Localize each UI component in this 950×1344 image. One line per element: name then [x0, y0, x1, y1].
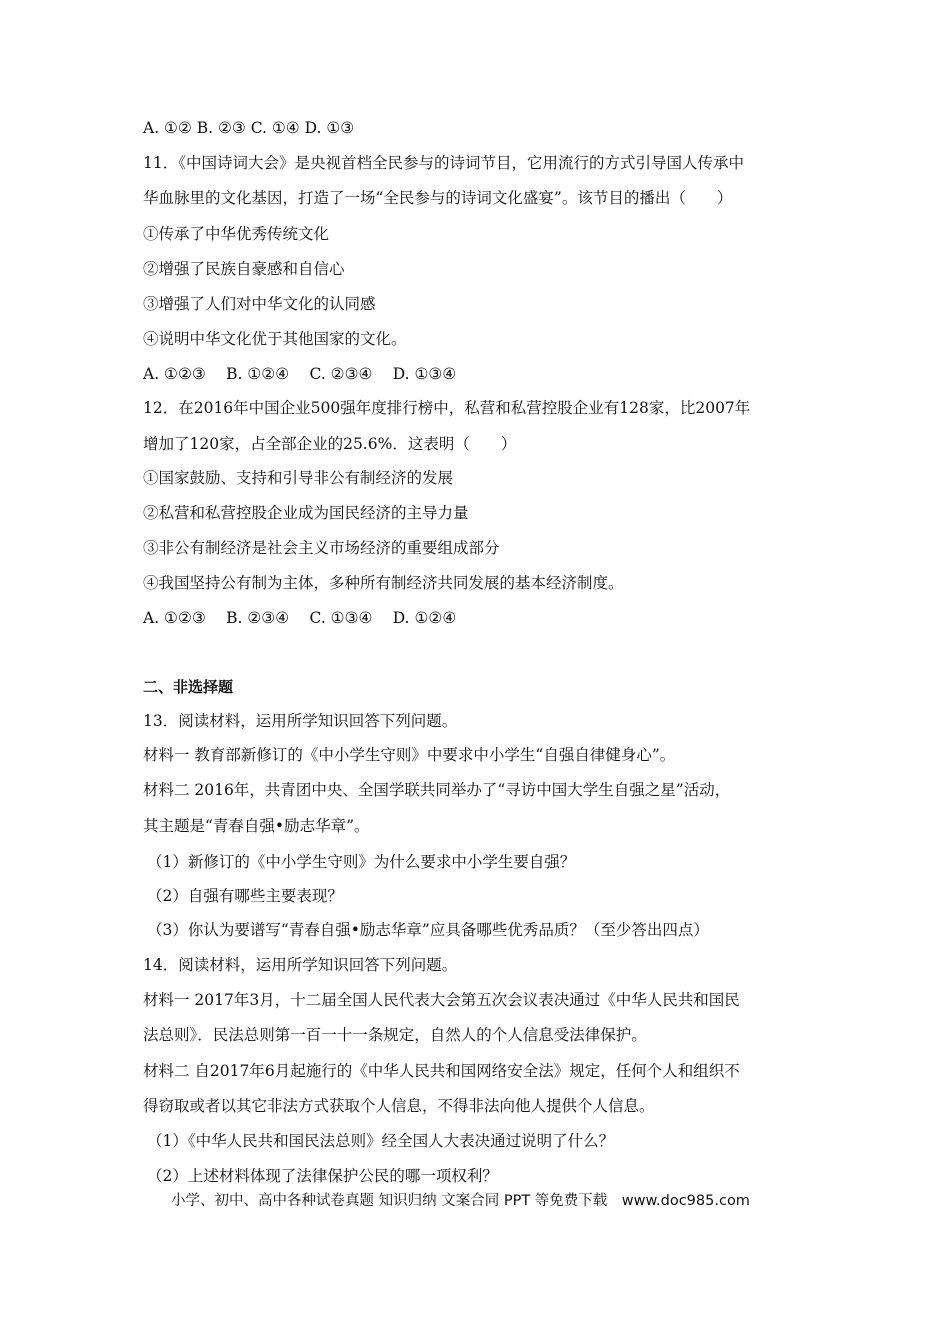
- q11-options: A. ①②③ B. ①②④ C. ②③④ D. ①③④: [143, 365, 457, 383]
- section-heading: 二、非选择题: [143, 678, 234, 696]
- q13-material-1: 材料一 教育部新修订的《中小学生守则》中要求中小学生“自强自律健身心”。: [143, 746, 676, 764]
- q11-statement-2: ②增强了民族自豪感和自信心: [143, 260, 345, 278]
- q12-statement-4: ④我国坚持公有制为主体，多种所有制经济共同发展的基本经济制度。: [143, 574, 624, 592]
- q14-subquestion-1: （1）《中华人民共和国民法总则》经全国人大表决通过说明了什么？: [147, 1132, 615, 1150]
- q12-statement-1: ①国家鼓励、支持和引导非公有制经济的发展: [143, 469, 454, 487]
- q14-stem: 14．阅读材料，运用所学知识回答下列问题。: [143, 956, 458, 974]
- q11-stem-line1: 11．《中国诗词大会》是央视首档全民参与的诗词节目，它用流行的方式引导国人传承中: [143, 154, 744, 172]
- q12-stem-line1: 12．在2016年中国企业500强年度排行榜中，私营和私营控股企业有128家，比2007年: [143, 399, 751, 417]
- q13-subquestion-2: （2）自强有哪些主要表现？: [147, 887, 343, 905]
- q10-options: A. ①② B. ②③ C. ①④ D. ①③: [143, 119, 355, 137]
- q13-subquestion-1: （1）新修订的《中小学生守则》为什么要求中小学生要自强？: [147, 853, 576, 871]
- q12-options: A. ①②③ B. ②③④ C. ①③④ D. ①②④: [143, 609, 457, 627]
- q14-material-2-line2: 得窃取或者以其它非法方式获取个人信息，不得非法向他人提供个人信息。: [143, 1097, 655, 1115]
- q14-subquestion-2: （2）上述材料体现了法律保护公民的哪一项权利？: [147, 1167, 498, 1185]
- q12-statement-2: ②私营和私营控股企业成为国民经济的主导力量: [143, 504, 469, 522]
- q14-material-1-line2: 法总则》．民法总则第一百一十一条规定，自然人的个人信息受法律保护。: [143, 1026, 647, 1044]
- q12-stem-line2: 增加了120家，占全部企业的25.6%．这表明（ ）: [143, 435, 517, 453]
- q11-stem-line2: 华血脉里的文化基因，打造了一场“全民参与的诗词文化盛宴”。该节目的播出（ ）: [143, 189, 733, 207]
- footer-watermark: 小学、初中、高中各种试卷真题 知识归纳 文案合同 PPT 等免费下载 www.doc985.com: [171, 1193, 750, 1209]
- q13-material-2-line1: 材料二 2016年，共青团中央、全国学联共同举办了“寻访中国大学生自强之星”活动，: [143, 781, 731, 799]
- q11-statement-4: ④说明中华文化优于其他国家的文化。: [143, 330, 407, 348]
- q11-statement-3: ③增强了人们对中华文化的认同感: [143, 295, 376, 313]
- q13-material-2-line2: 其主题是“青春自强•励志华章”。: [143, 817, 370, 835]
- q14-material-2-line1: 材料二 自2017年6月起施行的《中华人民共和国网络安全法》规定，任何个人和组织不: [143, 1062, 740, 1080]
- q13-stem: 13．阅读材料，运用所学知识回答下列问题。: [143, 712, 458, 730]
- q13-subquestion-3: （3）你认为要谱写“青春自强•励志华章”应具备哪些优秀品质？（至少答出四点）: [147, 921, 709, 939]
- q11-statement-1: ①传承了中华优秀传统文化: [143, 225, 330, 243]
- q12-statement-3: ③非公有制经济是社会主义市场经济的重要组成部分: [143, 539, 500, 557]
- q14-material-1-line1: 材料一 2017年3月，十二届全国人民代表大会第五次会议表决通过《中华人民共和国民: [143, 991, 740, 1009]
